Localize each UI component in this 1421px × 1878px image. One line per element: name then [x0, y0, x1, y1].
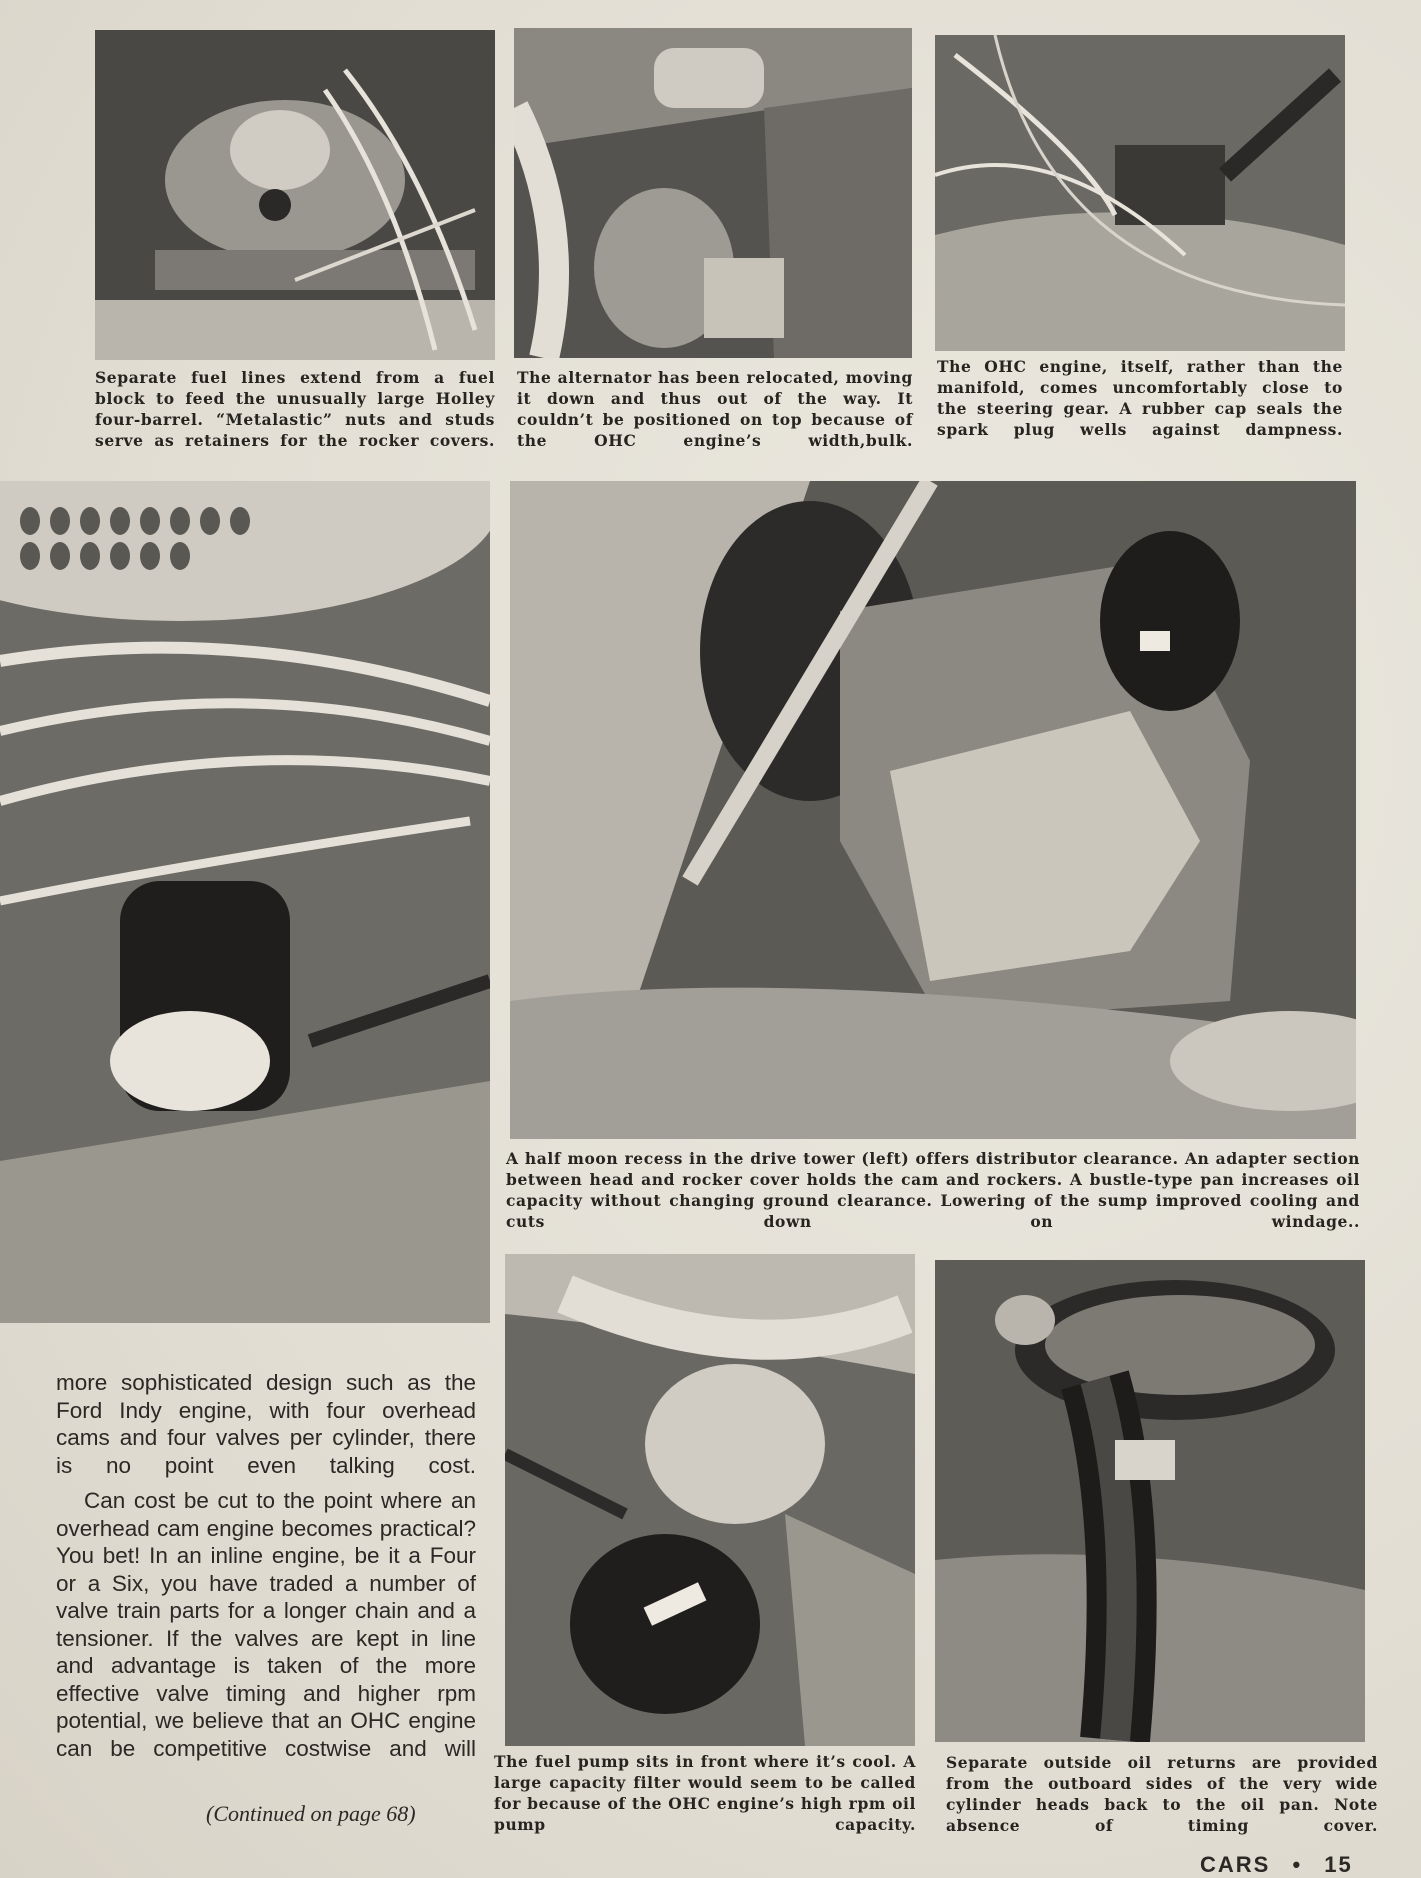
photo-fuel-pump — [505, 1254, 915, 1746]
photo-oil-return — [935, 1260, 1365, 1742]
article-body — [56, 1369, 476, 1762]
body-paragraph-2: Can cost be cut to the point where an overhead cam engine becomes practical? You bet! In an inline engine, be it a Four or a Six, you have traded a number of valve train parts for a longer chain and a tensioner. If the valves are kept in line and advantage is taken of the more effective valve timing and higher rpm potential, we believe that an OHC engine can be competitive costwise and will — [56, 1488, 476, 1761]
caption-photo1: Separate fuel lines extend from a fuel block to feed the unusually large Holley four-barrel. “Metalastic” nuts and studs serve as retainers for the rocker covers. — [95, 368, 495, 450]
footer-bullet: • — [1292, 1852, 1303, 1877]
caption-photo6: The fuel pump sits in front where it’s cool. A large capacity filter would seem to be called for because of the OHC engine’s high rpm oil pump capacity. — [494, 1752, 916, 1834]
photo-steering-gear — [935, 35, 1345, 351]
page-footer — [1200, 1852, 1353, 1878]
caption-photo5: A half moon recess in the drive tower (left) offers distributor clearance. An adapter section between head and rocker cover holds the cam and rockers. A bustle-type pan increases oil capacity without changing ground clearance. Lowering of the sump improved cooling and cuts down on windage.. — [506, 1149, 1360, 1231]
photo-distributor-left — [0, 481, 490, 1323]
magazine-name: CARS — [1200, 1852, 1271, 1877]
photo-oil-pan — [510, 481, 1356, 1139]
photo-alternator — [514, 28, 912, 358]
caption-photo2: The alternator has been relocated, moving it down and thus out of the way. It couldn’t be positioned on top because of the OHC engine’s width,bulk. — [517, 368, 913, 450]
caption-photo7: Separate outside oil returns are provided from the outboard sides of the very wide cylinder heads back to the oil pan. Note absence of timing cover. — [946, 1753, 1378, 1835]
body-paragraph-1: more sophisticated design such as the Ford Indy engine, with four overhead cams and four valves per cylinder, there is no point even talking cost. — [56, 1370, 476, 1478]
caption-photo3: The OHC engine, itself, rather than the manifold, comes uncomfortably close to the steering gear. A rubber cap seals the spark plug wells against dampness. — [937, 357, 1343, 439]
continued-on-page: (Continued on page 68) — [206, 1801, 416, 1826]
photo-holley-carburetor — [95, 30, 495, 360]
page-number: 15 — [1324, 1852, 1353, 1877]
